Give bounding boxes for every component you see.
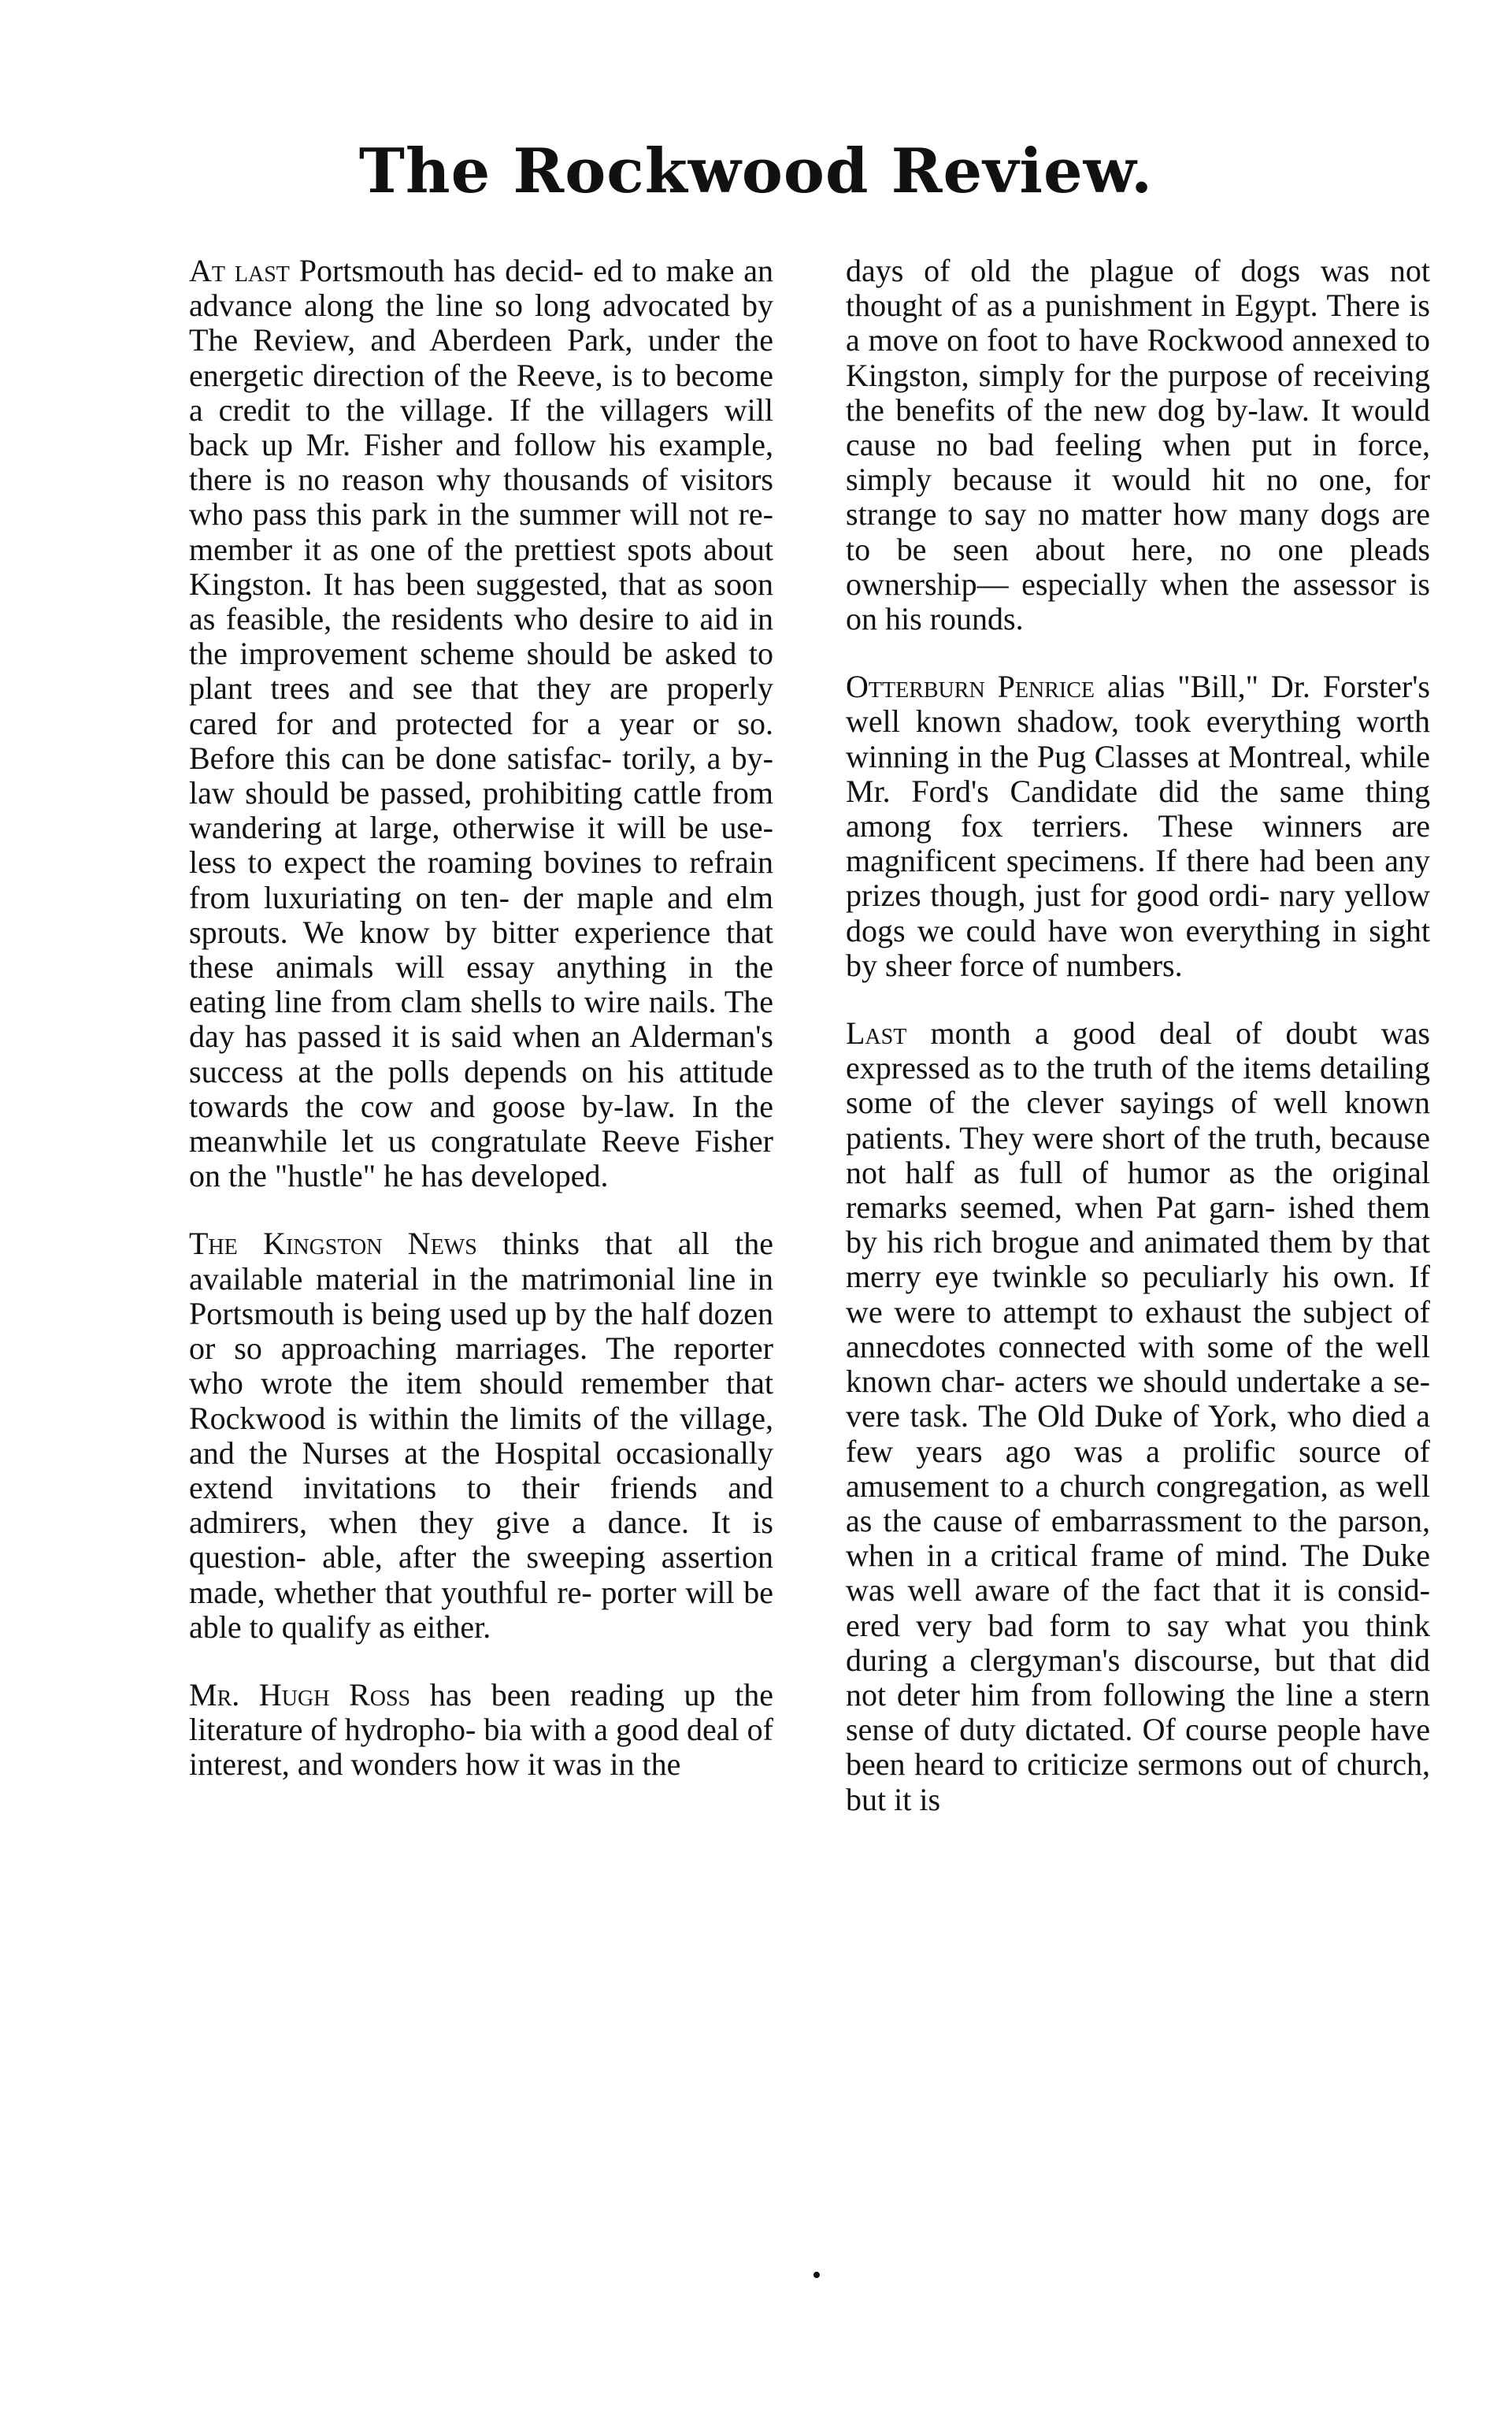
article-body: thinks that all the available material in the matrimonial line in Portsmouth is being used up by the half dozen or so approaching marriages. The reporter who wrote the item should remember that Rockwood is within the limits of the village, and the Nurses at the Hospital occasionally extend invitations to their friends and admirers, when they give a dance. It is question- able, after the sweeping assertion made, whether that youthful re- porter will be able to qualify as either. xyxy=(189,1226,774,1645)
article-lead: Last xyxy=(846,1015,907,1052)
article-hugh-ross xyxy=(189,1678,773,1783)
right-column xyxy=(846,254,1430,1817)
margin-bullet-mark: • xyxy=(812,2261,821,2290)
article-portsmouth-park xyxy=(189,254,773,1193)
article-kingston-news xyxy=(189,1226,773,1644)
article-patients-sayings xyxy=(846,1016,1430,1817)
left-column xyxy=(189,254,773,1783)
masthead-title: The Rockwood Review. xyxy=(358,135,1154,207)
article-body: days of old the plague of dogs was not thought of as a punishment in Egypt. There is a move on foot to have Rockwood annexed to Kingston, simply for the purpose of receiving the benefits of the new dog by-law. It would cause no bad feeling when put in force, simply because it would hit no one, for strange to say no matter how many dogs are to be seen about here, no one pleads ownership— especially when the assessor is on his rounds. xyxy=(846,253,1430,637)
article-body: has been reading up the literature of hydropho- bia with a good deal of interest, and wonders how it was in the xyxy=(189,1676,774,1783)
article-lead: At last xyxy=(189,253,290,288)
article-lead: Mr. Hugh Ross xyxy=(189,1676,411,1712)
article-body: alias "Bill," Dr. Forster's well known shadow, took everything worth winning in the Pug Classes at Montreal, while Mr. Ford's Candidate did the same thing among fox terriers. These winners are magnificent specimens. If there had been any prizes though, just for good ordi- nary yellow dogs we could have won everything in sight by sheer force of numbers. xyxy=(846,669,1430,983)
article-lead: The Kingston News xyxy=(189,1226,477,1262)
article-body: Portsmouth has decid- ed to make an advance along the line so long advocated by The Review, and Aberdeen Park, under the energetic direction of the Reeve, is to become a credit to the village. If the villagers will back up Mr. Fisher and follow his example, there is no reason why thousands of visitors who pass this park in the summer will not re- member it as one of the prettiest spots about Kingston. It has been suggested, that as soon as feasible, the residents who desire to aid in the improvement scheme should be asked to plant trees and see that they are properly cared for and protected for a year or so. Before this can be done satisfac- torily, a by-law should be passed, prohibiting cattle from wandering at large, otherwise it will be use- less to expect the roaming bovines to refrain from luxuriating on ten- der maple and elm sprouts. We know by bitter experience that these animals will essay anything in the eating line from clam shells to wire nails. The day has passed it is said when an Alderman's success at the polls depends on his attitude towards the cow and goose by-law. In the meanwhile let us congratulate Reeve Fisher on the "hustle" he has developed. xyxy=(189,253,773,1194)
article-body: month a good deal of doubt was expressed as to the truth of the items detailing some of the clever sayings of well known patients. They were short of the truth, because not half as full of humor as the original remarks seemed, when Pat garn- ished them by his rich brogue and animated them by that merry eye twinkle so peculiarly his own. If we were to attempt to exhaust the subject of annecdotes connected with some of the well known char- acters we should undertake a se- vere task. The Old Duke of York, who died a few years ago was a prolific source of amusement to a church congregation, as well as the cause of embarrassment to the parson, when in a critical frame of mind. The Duke was well aware of the fact that it is consid- ered very bad form to say what you think during a clergyman's discourse, but that did not deter him from following the line a stern sense of duty dictated. Of course people have been heard to criticize sermons out of church, but it is xyxy=(846,1015,1430,1817)
article-continuation-dogs xyxy=(846,254,1430,636)
article-lead: Otterburn Penrice xyxy=(846,669,1095,705)
article-otterburn-penrice xyxy=(846,670,1430,983)
